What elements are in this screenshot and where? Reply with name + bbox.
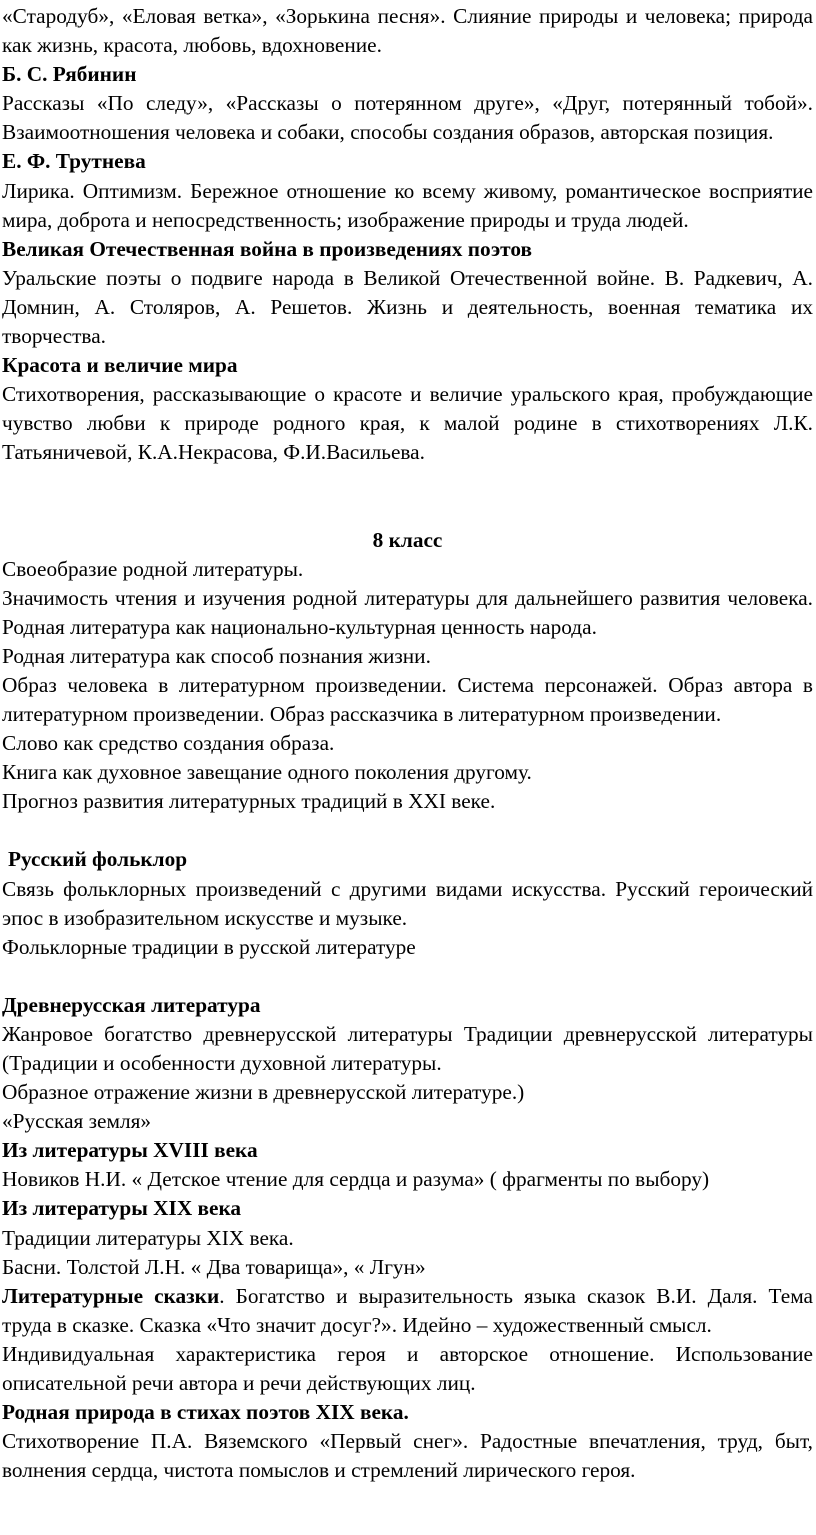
paragraph: Родная литература как способ познания жизни. — [2, 643, 431, 668]
paragraph: «Стародуб», «Еловая ветка», «Зорькина песня». Слияние природы и человека; природа как жизнь, красота, любовь, вдохновение. — [2, 4, 813, 58]
section-heading: Красота и величие мира — [2, 353, 238, 378]
grade-heading: 8 класс — [372, 527, 443, 552]
paragraph: Фольклорные традиции в русской литературе — [2, 934, 416, 959]
paragraph: «Русская земля» — [2, 1109, 152, 1134]
paragraph: Новиков Н.И. « Детское чтение для сердца и разума» ( фрагменты по выбору) — [2, 1167, 710, 1192]
paragraph: Стихотворения, рассказывающие о красоте и величие уральского края, пробуждающие чувство любви к природе родного края, к малой родине в стихотворениях Л.К. Татьяничевой, К.А.Некрасова, Ф.И.Васильева. — [2, 382, 813, 465]
paragraph: Образ человека в литературном произведении. Система персонажей. Образ автора в литературном произведении. Образ рассказчика в литературном произведении. — [2, 672, 813, 727]
paragraph: Рассказы «По следу», «Рассказы о потерянном друге», «Друг, потерянный тобой». Взаимоотношения человека и собаки, способы создания образов, авторская позиция. — [2, 91, 813, 145]
paragraph: Стихотворение П.А. Вяземского «Первый снег». Радостные впечатления, труд, быт, волнения сердца, чистота помыслов и стремлений лирического героя. — [2, 1429, 813, 1483]
section-heading: Великая Отечественная война в произведениях поэтов — [2, 236, 532, 261]
paragraph: Книга как духовное завещание одного поколения другому. — [2, 760, 532, 785]
paragraph: Связь фольклорных произведений с другими видами искусства. Русский героический эпос в изобразительном искусстве и музыке. — [2, 876, 813, 930]
inline-heading: Литературные сказки — [2, 1283, 220, 1308]
paragraph: Образное отражение жизни в древнерусской литературе.) — [2, 1080, 525, 1105]
blank-space — [2, 816, 813, 845]
paragraph: Басни. Толстой Л.Н. « Два товарища», « Лгун» — [2, 1254, 426, 1279]
paragraph: Традиции литературы XIX века. — [2, 1225, 294, 1250]
paragraph: Прогноз развития литературных традиций в XXI веке. — [2, 789, 496, 814]
section-heading: Родная природа в стихах поэтов XIX века. — [2, 1400, 409, 1425]
paragraph: Индивидуальная характеристика героя и авторское отношение. Использование описательной речи автора и речи действующих лиц. — [2, 1341, 813, 1396]
blank-space — [2, 468, 813, 526]
section-heading: Е. Ф. Трутнева — [2, 149, 146, 174]
paragraph: Значимость чтения и изучения родной литературы для дальнейшего развития человека. Родная литература как национально-культурная ценность народа. — [2, 585, 813, 639]
paragraph: Жанровое богатство древнерусской литературы Традиции древнерусской литературы (Традиции и особенности духовной литературы. — [2, 1021, 813, 1075]
section-heading: Русский фольклор — [8, 847, 188, 872]
paragraph-text: . Богатство и выразительность языка сказок В.И. Даля. Тема труда в сказке. Сказка «Что значит досуг?». Идейно – художественный смысл. — [2, 1283, 813, 1337]
section-heading: Древнерусская литература — [2, 992, 261, 1017]
blank-space — [2, 962, 813, 991]
paragraph: Своеобразие родной литературы. — [2, 556, 304, 581]
paragraph: Уральские поэты о подвиге народа в Великой Отечественной войне. В. Радкевич, А. Домнин, А. Столяров, А. Решетов. Жизнь и деятельность, военная тематика их творчества. — [2, 265, 813, 349]
paragraph — [2, 1282, 813, 1340]
section-heading: Из литературы XIX века — [2, 1196, 242, 1221]
section-heading: Б. С. Рябинин — [2, 62, 137, 87]
paragraph: Лирика. Оптимизм. Бережное отношение ко всему живому, романтическое восприятие мира, доброта и непосредственность; изображение природы и труда людей. — [2, 178, 813, 232]
section-heading: Из литературы XVIII века — [2, 1138, 258, 1163]
paragraph: Слово как средство создания образа. — [2, 731, 335, 756]
